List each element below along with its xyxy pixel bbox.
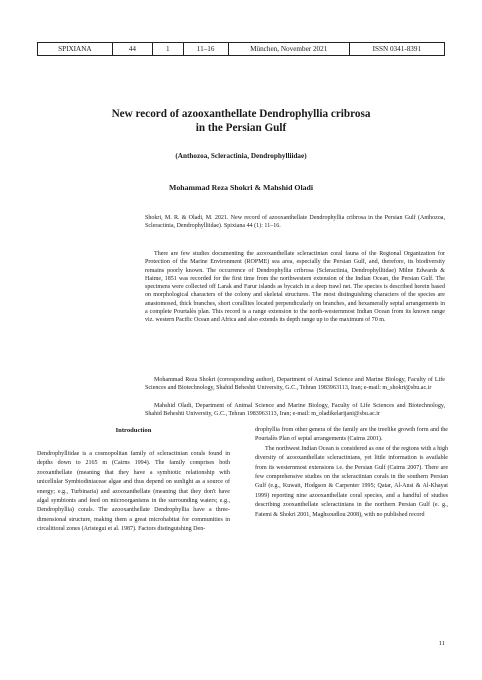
introduction-heading: Introduction xyxy=(115,427,152,434)
abstract: There are few studies documenting the azooxanthellate scleractinian coral fauna of the Regional Organization for Protection of the Marine Environment (ROPME) sea area, especially the Persian Gulf, and, therefore, its biodiversity remains poorly known. The occurrence of Dendrophyllia cribrosa (Scleractinia, Dendrophylliidae) Milne Edwards & Haime, 1851 was recorded for the first time from the northwestern extension of the Indian Ocean, the Persian Gulf. The specimens were collected off Larak and Farur islands as bycatch in a deep trawl net. The species is described herein based on morphological characters of the colony and skeletal structures. The most distinguishing characters of the species are anastomosed, thick branches, short corallites located perpendicularly on branches, and hexamerally septal arrangements in a complete Pourtalès plan. This record is a range extension to the north-westernmost Indian Ocean from its known range viz. western Pacific Ocean and Africa and also extends its depth range up to the maximum of 70 m. xyxy=(145,251,445,324)
journal-name: SPIXIANA xyxy=(58,45,92,53)
title-line-1: New record of azooxanthellate Dendrophyllia cribrosa xyxy=(111,108,371,120)
issue: 1 xyxy=(152,43,182,55)
article-subtitle: (Anthozoa, Scleractinia, Dendrophylliidae) xyxy=(175,152,307,160)
intro-paragraph-1-continued: drophyllia from other genera of the family are the treelike growth form and the Pourtalès Plan of septal arrangements (Cairns 2001). xyxy=(255,427,448,443)
right-column xyxy=(255,426,448,520)
title-line-2: in the Persian Gulf xyxy=(195,122,287,134)
citation: Shokri, M. R. & Oladi, M. 2021. New record of azooxanthellate Dendrophyllia cribrosa in the Persian Gulf (Anthozoa, Scleractinia, Dendrophylliidae). Spixiana 44 (1): 11–16. xyxy=(145,215,445,230)
journal-header xyxy=(37,42,445,56)
issn: ISSN 0341-8391 xyxy=(349,43,444,55)
affiliation-shokri: Mohammad Reza Shokri (corresponding author), Department of Animal Science and Marine Biology, Faculty of Life Sciences and Biotechnology, Shahid Beheshti University, G.C., Tehran 1983963113, Iran; e-mail: m_shokri@sbu.ac.ir xyxy=(145,377,445,392)
volume: 44 xyxy=(112,43,152,55)
affiliation-oladi: Mahshid Oladi, Department of Animal Science and Marine Biology, Faculty of Life Sciences and Biotechnology, Shahid Beheshti University, G.C., Tehran 1983963113, Iran; e-mail: m_oladikelarijani@sbu.ac.ir xyxy=(145,403,445,418)
page-range: 11–16 xyxy=(183,43,228,55)
left-column xyxy=(37,426,230,535)
author-line: Mohammad Reza Shokri & Mahshid Oladi xyxy=(168,183,314,192)
intro-paragraph-1: Dendrophylliidae is a cosmopolitan family of scleractinian corals found in depths down to 2165 m (Cairns 1994). The family comprises both zooxanthellate (meaning that they have a symbiotic relationship with unicellular Symbiodiniaceae algae and thus depend on sunlight as a source of energy; e.g., Turbinaria) and azooxanthellate (meaning that they don't have algal symbionts and feed on microorganisms in the surrounding waters; e.g., Dendrophyllia) corals. The azooxanthellate Dendrophyllia have a three-dimensional structure, making them a great microhabitat for communities in circalittoral zones (Aristegui et al. 1987). Factors distinguishing Den- xyxy=(37,451,230,533)
page-number: 11 xyxy=(438,640,445,647)
article-title xyxy=(60,107,422,135)
intro-paragraph-2: The northwest Indian Ocean is considered as one of the regions with a high diversity of azooxanthellate scleractinians, yet little information is available from its westernmost extensions i.e. the Persian Gulf (Cairns 2007). There are few comprehensive studies on the scleractinian corals in the southern Persian Gulf (e.g., Kuwait, Hodgson & Carpenter 1995; Qatar, Al-Ansi & Al-Khayat 1999) reporting nine azooxanthellate coral species, and a handful of studies describing zooxanthellate scleractinians in the northern Persian Gulf (e. g., Fatemi & Shokri 2001, Maghsoudlou 2008), with no published record xyxy=(255,445,448,518)
place-date: München, November 2021 xyxy=(228,43,349,55)
